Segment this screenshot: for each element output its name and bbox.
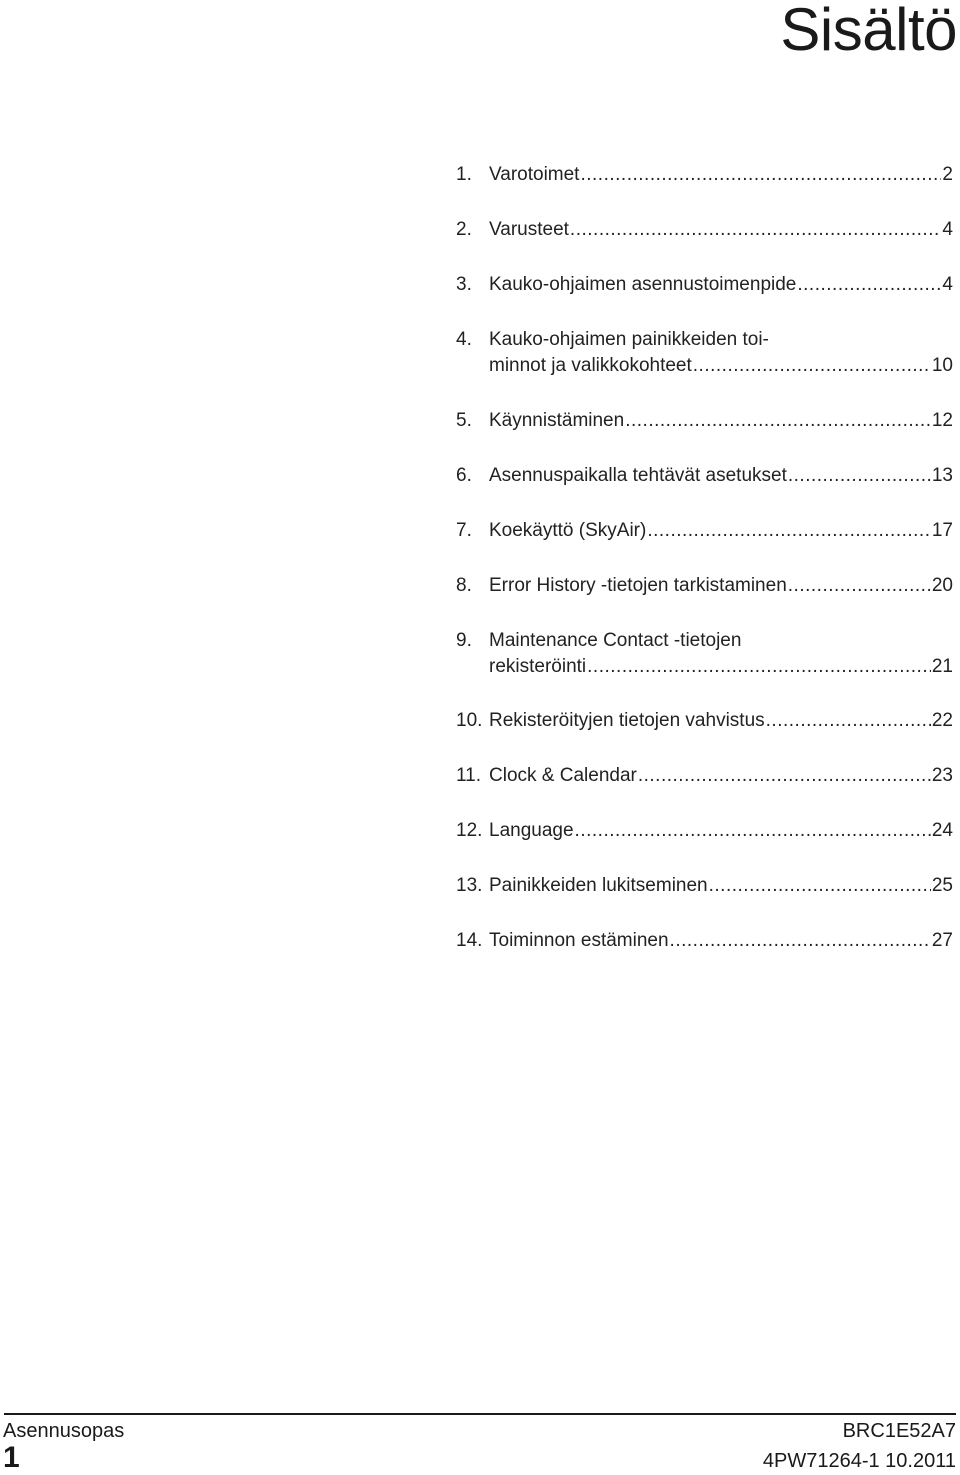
toc-entry-number: 10. (456, 710, 483, 731)
dot-leader (575, 818, 931, 844)
toc-entry-page: 27 (931, 930, 953, 951)
dot-leader (788, 573, 931, 599)
toc-entry-page: 10 (931, 355, 953, 376)
toc-entry-page: 17 (931, 520, 953, 541)
footer-doc-type: Asennusopas (3, 1420, 125, 1442)
toc-entry-title: Language (489, 820, 574, 841)
toc-entry-title-line-2: rekisteröinti (489, 656, 587, 677)
toc-entry-number: 12. (456, 820, 483, 841)
footer-doc-code: 4PW71264-1 10.2011 (762, 1450, 956, 1472)
toc-entry-number: 1. (456, 164, 472, 185)
toc-entry-number: 3. (456, 274, 472, 295)
toc-entry-page: 22 (931, 710, 953, 731)
toc-entry-title: Rekisteröityjen tietojen vahvistus (489, 710, 765, 731)
toc-entry-title: Käynnistäminen (489, 410, 625, 431)
dot-leader (625, 408, 931, 434)
toc-entry-number: 5. (456, 410, 472, 431)
dot-leader (766, 708, 931, 734)
toc-entry-number: 4. (456, 329, 472, 350)
toc-entry-number: 8. (456, 575, 472, 596)
toc-entry-page: 13 (931, 465, 953, 486)
toc-entry-title: Clock & Calendar (489, 765, 637, 786)
toc-entry-title-line-2: minnot ja valikkokohteet (489, 355, 692, 376)
toc-entry-title: Error History -tietojen tarkistaminen (489, 575, 787, 596)
toc-entry-page: 4 (942, 274, 953, 295)
toc-entry-page: 12 (931, 410, 953, 431)
toc-entry-title: Varusteet (489, 219, 569, 240)
footer-divider (4, 1413, 956, 1415)
toc-entry-page: 24 (931, 820, 953, 841)
dot-leader (797, 272, 941, 298)
toc-entry-page: 23 (931, 765, 953, 786)
toc-entry-number: 6. (456, 465, 472, 486)
toc-entry-title: Kauko-ohjaimen asennustoimenpide (489, 274, 797, 295)
page-title: Sisältö (780, 0, 957, 63)
toc-entry-number: 13. (456, 875, 483, 896)
toc-entry-page: 25 (931, 875, 953, 896)
toc-entry-number: 14. (456, 930, 483, 951)
dot-leader (570, 217, 942, 243)
toc-entry-page: 21 (931, 656, 953, 677)
toc-entry-number: 7. (456, 520, 472, 541)
toc-entry-number: 2. (456, 219, 472, 240)
toc-entry-page: 4 (942, 219, 953, 240)
toc-entry-number: 11. (456, 765, 482, 786)
toc-entry-title-line-1: Maintenance Contact -tietojen (489, 630, 742, 651)
toc-entry-title-line-1: Kauko-ohjaimen painikkeiden toi- (489, 329, 769, 350)
toc-entry-number: 9. (456, 630, 472, 651)
dot-leader (587, 654, 931, 680)
toc-entry-title: Asennuspaikalla tehtävät asetukset (489, 465, 787, 486)
toc-entry-page: 2 (942, 164, 953, 185)
footer-page-number: 1 (3, 1441, 20, 1474)
dot-leader (788, 463, 931, 489)
dot-leader (638, 763, 931, 789)
footer-model: BRC1E52A7 (842, 1420, 956, 1442)
toc-entry-title: Painikkeiden lukitseminen (489, 875, 708, 896)
dot-leader (709, 873, 931, 899)
toc-entry-title: Koekäyttö (SkyAir) (489, 520, 647, 541)
dot-leader (670, 928, 931, 954)
dot-leader (693, 353, 931, 379)
toc-entry-title: Toiminnon estäminen (489, 930, 669, 951)
toc-entry-page: 20 (931, 575, 953, 596)
dot-leader (580, 162, 941, 188)
dot-leader (647, 518, 931, 544)
toc-entry-title: Varotoimet (489, 164, 580, 185)
